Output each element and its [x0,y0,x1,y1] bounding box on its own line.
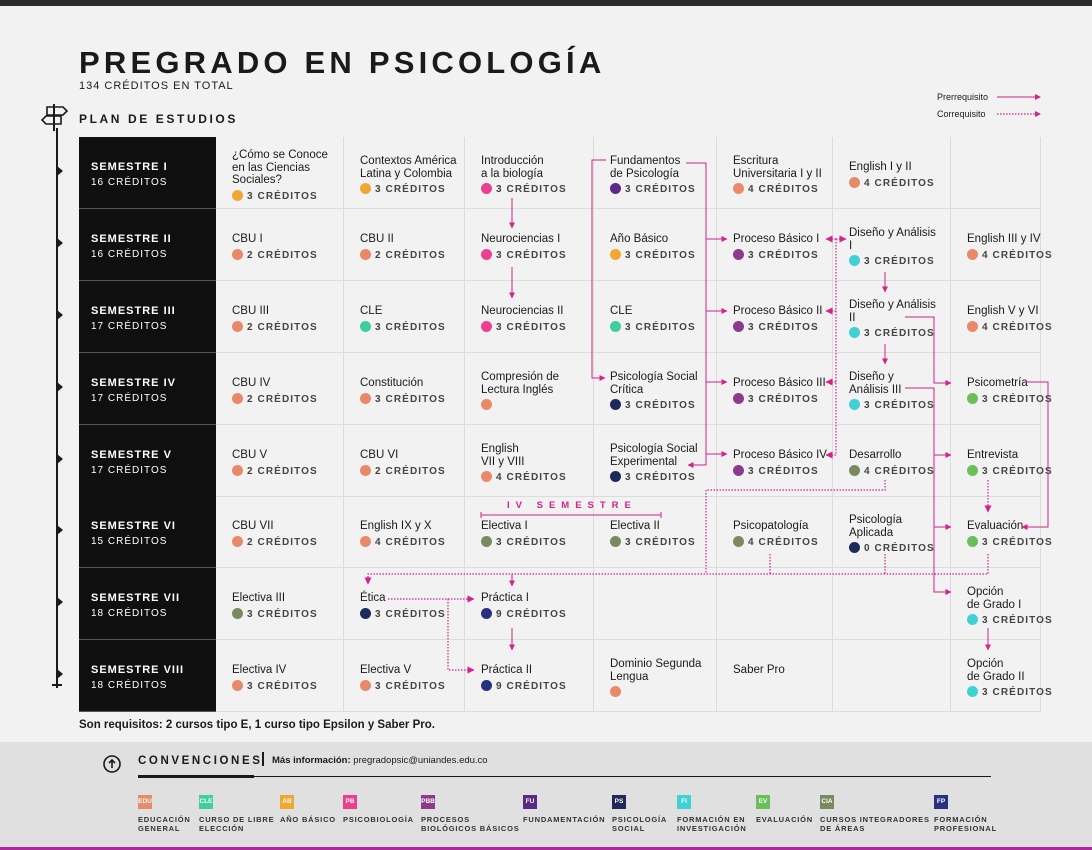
course-name: Electiva IV [232,664,287,676]
legend-swatch: FI [677,795,691,809]
legend-swatch: AB [280,795,294,809]
legend-label: PSICOBIOLOGÍA [343,815,414,824]
semester-credits: 17 CRÉDITOS [91,465,168,476]
course-credits-text: 2 CRÉDITOS [247,536,318,548]
course-name: English V y VI [967,305,1039,317]
course-name: Electiva II [610,520,660,532]
semester-name: SEMESTRE VIII [91,664,185,676]
legend-prereq-label: Prerrequisito [937,92,989,102]
course-credits-text: 2 CRÉDITOS [247,465,318,477]
semester-credits: 16 CRÉDITOS [91,249,168,260]
course-credits-text: 3 CRÉDITOS [982,393,1053,405]
course-name: CBU V [232,449,268,461]
legend-swatch: PS [612,795,626,809]
course-credits-text: 9 CRÉDITOS [496,680,567,692]
legend-label: FUNDAMENTACIÓN [523,815,606,824]
legend-swatch: EDU [138,795,152,809]
course-name: Electiva V [360,664,412,676]
semester-name: SEMESTRE IV [91,377,176,389]
legend-label: CURSO DE LIBRE ELECCIÓN [199,815,275,833]
course-name: Psicometría [967,377,1028,389]
semester-credits: 17 CRÉDITOS [91,393,168,404]
course-credits-text: 3 CRÉDITOS [864,328,935,339]
course-credits-text: 2 CRÉDITOS [375,249,446,261]
plan-label: PLAN DE ESTUDIOS [79,112,238,126]
iv-semestre-label: IV SEMESTRE [507,500,637,511]
course-credits-text: 3 CRÉDITOS [496,536,567,548]
semester-name: SEMESTRE III [91,305,176,317]
course-name: CBU VII [232,520,274,532]
semester-name: SEMESTRE VI [91,520,176,532]
course-name: CBU IV [232,377,271,389]
legend-swatch: FU [523,795,537,809]
legend-label: FORMACIÓN PROFESIONAL [934,815,997,833]
conventions-underline [138,775,254,778]
course-name: CBU II [360,233,394,245]
course-name: English I y II [849,161,912,173]
more-info [272,755,488,766]
legend-coreq-label: Correquisito [937,109,986,119]
course-name: Opción de Grado II [967,658,1025,683]
course-name: Diseño y Análisis I [849,227,936,252]
legend-item-fi [677,795,747,833]
legend-label: PROCESOS BIOLÓGICOS BÁSICOS [421,815,520,833]
semester-name: SEMESTRE V [91,449,172,461]
legend-swatch: EV [756,795,770,809]
course-name: Evaluación [967,520,1024,532]
course-name: CBU I [232,233,263,245]
course-credits-text: 3 CRÉDITOS [748,393,819,405]
contact-email[interactable]: pregradopsic@uniandes.edu.co [353,755,488,766]
course-name: Saber Pro [733,664,785,676]
legend-item-ab [280,795,336,824]
course-name: Práctica I [481,592,529,604]
legend-item-edu [138,795,191,833]
course-credits-text: 3 CRÉDITOS [625,249,696,261]
course-name: Entrevista [967,449,1019,461]
course-name: Proceso Básico IV [733,449,827,461]
course-credits-text: 3 CRÉDITOS [625,321,696,333]
course-name: CLE [610,305,633,317]
course-name: English III y IV [967,233,1041,245]
legend-label: CURSOS INTEGRADORES DE ÁREAS [820,815,930,833]
legend-item-fp [934,795,997,833]
legend-label: EDUCACIÓN GENERAL [138,815,191,833]
course-name: Desarrollo [849,449,902,461]
course-name: Proceso Básico II [733,305,823,317]
more-info-label: Más información: [272,755,351,766]
course-credits-text: 3 CRÉDITOS [625,184,696,195]
page-title: PREGRADO EN PSICOLOGÍA [79,45,606,80]
course-credits-text: 3 CRÉDITOS [375,184,446,195]
legend-swatch: CLE [199,795,213,809]
legend-label: PSICOLOGÍA SOCIAL [612,815,668,833]
course-name: Psicología Aplicada [849,514,903,539]
legend-swatch: PB [343,795,357,809]
course-name: Diseño y Análisis III [849,371,902,396]
course-credits-text: 3 CRÉDITOS [375,321,446,333]
course-credits-text: 2 CRÉDITOS [375,465,446,477]
course-credits-text: 4 CRÉDITOS [748,536,819,548]
course-name: English IX y X [360,520,432,532]
course-name: Opción de Grado I [967,586,1022,611]
compass-icon [102,754,122,774]
semester-credits: 15 CRÉDITOS [91,536,168,547]
semester-credits: 16 CRÉDITOS [91,177,168,188]
course-name: Electiva I [481,520,528,532]
semester-name: SEMESTRE I [91,161,168,173]
course-credits-text: 2 CRÉDITOS [247,321,318,333]
course-name: Psicología Social Crítica [610,371,698,396]
course-name: Escritura Universitaria I y II [733,155,822,180]
conventions-divider [138,776,991,777]
semester-credits: 18 CRÉDITOS [91,608,168,619]
course-credits-text: 2 CRÉDITOS [247,249,318,261]
course-credits-text: 3 CRÉDITOS [496,321,567,333]
course-credits-text: 3 CRÉDITOS [864,400,935,411]
semester-credits: 17 CRÉDITOS [91,321,168,332]
course-name: Dominio Segunda Lengua [610,658,702,683]
conventions-title: CONVENCIONES [138,755,263,767]
course-credits-text: 3 CRÉDITOS [982,465,1053,477]
course-credits-text: 0 CRÉDITOS [864,543,935,554]
semester-name: SEMESTRE II [91,233,172,245]
course-credits-text: 3 CRÉDITOS [748,321,819,333]
course-credits-text: 9 CRÉDITOS [496,608,567,620]
requirements-note: Son requisitos: 2 cursos tipo E, 1 curso tipo Epsilon y Saber Pro. [79,719,435,731]
course-name: Constitución [360,377,424,389]
course-credits-text: 4 CRÉDITOS [864,465,935,477]
course-credits-text: 3 CRÉDITOS [864,256,935,267]
course-name: Diseño y Análisis II [849,299,936,324]
course-credits-text: 3 CRÉDITOS [247,608,318,620]
course-name: CBU VI [360,449,399,461]
course-credits-text: 3 CRÉDITOS [375,680,446,692]
legend-label: EVALUACIÓN [756,815,814,824]
course-credits-text: 3 CRÉDITOS [496,249,567,261]
legend-label: FORMACIÓN EN INVESTIGACIÓN [677,815,747,833]
course-credits-text: 3 CRÉDITOS [625,472,696,483]
course-credits-text: 3 CRÉDITOS [496,184,567,195]
course-name: Introducción a la biología [481,155,544,180]
course-name: Ética [360,592,386,604]
course-credits-text: 3 CRÉDITOS [748,465,819,477]
course-name: Año Básico [610,233,669,245]
legend-swatch: CIA [820,795,834,809]
course-name: Fundamentos de Psicología [610,155,681,180]
page-subtitle: 134 CRÉDITOS EN TOTAL [79,80,234,92]
course-name: Proceso Básico I [733,233,820,245]
course-credits-text: 3 CRÉDITOS [247,190,318,202]
course-credits-text: 3 CRÉDITOS [375,608,446,620]
legend-item-cia [820,795,930,833]
legend-label: AÑO BÁSICO [280,815,336,824]
course-name: CLE [360,305,383,317]
course-credits-text: 3 CRÉDITOS [625,400,696,411]
course-name: CBU III [232,305,270,317]
legend-item-pb [343,795,414,824]
legend-item-ev [756,795,813,824]
conventions-separator [262,752,264,766]
course-credits-text: 3 CRÉDITOS [982,687,1053,698]
course-name: Proceso Básico III [733,377,826,389]
legend-item-ps [612,795,667,833]
course-name: Práctica II [481,664,533,676]
course-name: Psicología Social Experimental [610,443,698,468]
course-credits-text: 4 CRÉDITOS [982,249,1053,261]
course-credits-text: 4 CRÉDITOS [375,536,446,548]
legend-swatch: PBB [421,795,435,809]
legend-item-pbb [421,795,520,833]
semester-name: SEMESTRE VII [91,592,181,604]
course-name: ¿Cómo se Conoce en las Ciencias Sociales? [232,149,328,186]
course-credits-text: 3 CRÉDITOS [982,615,1053,626]
course-name: Neurociencias I [481,233,561,245]
legend-swatch: FP [934,795,948,809]
legend-item-cle [199,795,274,833]
course-credits-text: 4 CRÉDITOS [748,184,819,195]
course-credits-text: 4 CRÉDITOS [864,177,935,189]
course-credits-text: 4 CRÉDITOS [982,321,1053,333]
course-credits-text: 3 CRÉDITOS [625,536,696,548]
legend-item-fu [523,795,605,824]
course-name: Psicopatología [733,520,809,532]
course-credits-text: 3 CRÉDITOS [375,393,446,405]
course-credits-text: 4 CRÉDITOS [496,472,567,483]
course-credits-text: 3 CRÉDITOS [982,536,1053,548]
course-name: Neurociencias II [481,305,564,317]
course-credits-text: 3 CRÉDITOS [748,249,819,261]
course-credits-text: 3 CRÉDITOS [247,680,318,692]
course-credits-text: 2 CRÉDITOS [247,393,318,405]
course-name: Electiva III [232,592,286,604]
course-name: English VII y VIII [481,443,525,468]
semester-credits: 18 CRÉDITOS [91,680,168,691]
course-name: Contextos América Latina y Colombia [360,155,457,180]
course-name: Compresión de Lectura Inglés [481,371,559,396]
